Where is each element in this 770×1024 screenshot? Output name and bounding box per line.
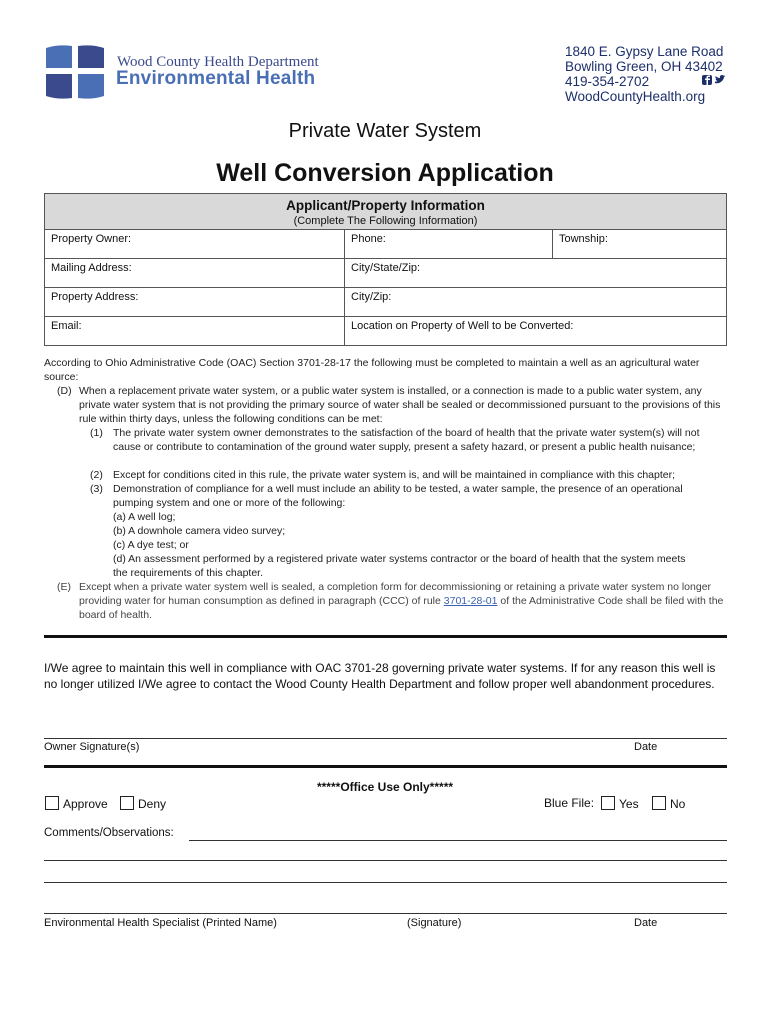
rule-3701-28-01-link[interactable]: 3701-28-01 xyxy=(443,594,498,607)
table-subheading: (Complete The Following Information) xyxy=(293,215,478,227)
subitem-b: (b) A downhole camera video survey; xyxy=(113,525,286,537)
table-heading: Applicant/Property Information xyxy=(286,198,485,213)
blue-file-label: Blue File: xyxy=(544,796,595,810)
deny-label: Deny xyxy=(138,797,167,811)
rule-item-number: (1) xyxy=(90,427,103,439)
yes-label: Yes xyxy=(619,797,639,811)
section-divider xyxy=(44,635,727,638)
property-address-field[interactable]: Property Address: xyxy=(51,291,139,303)
comments-line[interactable] xyxy=(44,860,727,861)
city-state-zip-field[interactable]: City/State/Zip: xyxy=(351,262,421,274)
health-department-logo xyxy=(44,44,106,100)
phone-field[interactable]: Phone: xyxy=(351,233,386,245)
no-label: No xyxy=(670,797,686,811)
form-title: Well Conversion Application xyxy=(216,159,554,187)
blue-file-no-option[interactable] xyxy=(652,796,685,811)
rule-e-text-start: Except when a private water system well is sealed, a completion form for decommissioning or retaining a private water system no longer providing water for human consumption as defined in paragraph (CCC) of rule xyxy=(79,581,712,607)
website: WoodCountyHealth.org xyxy=(565,89,706,104)
approve-option[interactable] xyxy=(45,796,108,811)
phone-number: 419-354-2702 xyxy=(565,74,650,89)
owner-signature-line[interactable] xyxy=(44,738,727,739)
comments-line[interactable] xyxy=(44,882,727,883)
owner-date-label: Date xyxy=(634,741,658,753)
office-divider xyxy=(44,765,727,768)
address-line-1: 1840 E. Gypsy Lane Road xyxy=(565,44,724,59)
division-name: Environmental Health xyxy=(116,68,316,89)
specialist-signature-label: (Signature) xyxy=(407,917,462,929)
yes-checkbox[interactable] xyxy=(601,796,615,810)
well-location-field[interactable]: Location on Property of Well to be Converted: xyxy=(351,320,574,332)
rule-item-text: The private water system owner demonstrates to the satisfaction of the board of health that the private water system(s) will not cause or contribute to contamination of the ground water supply, present a safety hazard, or present a public health nuisance; xyxy=(113,427,700,453)
property-owner-field[interactable]: Property Owner: xyxy=(51,233,132,245)
twitter-icon xyxy=(715,75,726,83)
address-line-2: Bowling Green, OH 43402 xyxy=(565,59,723,74)
rule-d-label: (D) xyxy=(57,385,72,397)
subitem-c: (c) A dye test; or xyxy=(113,539,189,551)
rule-item-text: Demonstration of compliance for a well must include an ability to be tested, a water sample, the presence of an operational pumping system and one or more of the following: xyxy=(113,483,683,509)
table-header xyxy=(45,194,726,230)
rule-item-number: (3) xyxy=(90,483,103,495)
specialist-name-label: Environmental Health Specialist (Printed Name) xyxy=(44,917,277,929)
deny-option[interactable] xyxy=(120,796,166,811)
township-field[interactable]: Township: xyxy=(559,233,608,245)
table-row xyxy=(45,288,726,317)
comments-line[interactable] xyxy=(189,840,727,841)
approve-label: Approve xyxy=(63,797,108,811)
deny-checkbox[interactable] xyxy=(120,796,134,810)
facebook-icon xyxy=(702,75,712,85)
mailing-address-field[interactable]: Mailing Address: xyxy=(51,262,132,274)
rule-item-text: Except for conditions cited in this rule, the private water system is, and will be maintained in compliance with this chapter; xyxy=(113,469,676,481)
table-row xyxy=(45,230,726,259)
specialist-date-label: Date xyxy=(634,917,658,929)
subitem-d: (d) An assessment performed by a registered private water systems contractor or the board of health that the system meets the requirements of this chapter. xyxy=(113,553,686,579)
comments-label: Comments/Observations: xyxy=(44,827,174,839)
form-subtitle: Private Water System xyxy=(288,120,482,142)
subitem-a: (a) A well log; xyxy=(113,511,176,523)
table-row xyxy=(45,259,726,288)
applicant-info-table xyxy=(44,193,727,346)
city-zip-field[interactable]: City/Zip: xyxy=(351,291,392,303)
rule-item-number: (2) xyxy=(90,469,103,481)
email-field[interactable]: Email: xyxy=(51,320,82,332)
agreement-statement: I/We agree to maintain this well in compliance with OAC 3701-28 governing private water systems. If for any reason this well is no longer utilized I/We agree to contact the Wood County Health Department and follow proper well abandonment procedures. xyxy=(44,661,716,691)
specialist-signature-line[interactable] xyxy=(44,913,727,914)
rule-e-text xyxy=(79,581,725,622)
table-row xyxy=(45,317,726,345)
owner-signature-label: Owner Signature(s) xyxy=(44,741,140,753)
approve-checkbox[interactable] xyxy=(45,796,59,810)
rule-d-text: When a replacement private water system, or a public water system is installed, or a connection is made to a public water system, any private water system that is not providing the primary source of water shall be sealed or decommissioned pursuant to the provisions of this rule within thirty days, unless the following conditions can be met: xyxy=(79,385,721,425)
rule-e-text-end: of the Administrative Code shall be filed with the board of health. xyxy=(79,594,724,621)
social-links xyxy=(702,73,726,91)
blue-file-yes-option[interactable] xyxy=(601,796,639,811)
rule-e-label: (E) xyxy=(57,581,71,593)
no-checkbox[interactable] xyxy=(652,796,666,810)
oac-intro: According to Ohio Administrative Code (OAC) Section 3701-28-17 the following must be completed to maintain a well as an agricultural water source: xyxy=(44,357,700,383)
org-name: Wood County Health Department xyxy=(117,54,319,70)
office-use-heading: *****Office Use Only***** xyxy=(316,780,454,794)
